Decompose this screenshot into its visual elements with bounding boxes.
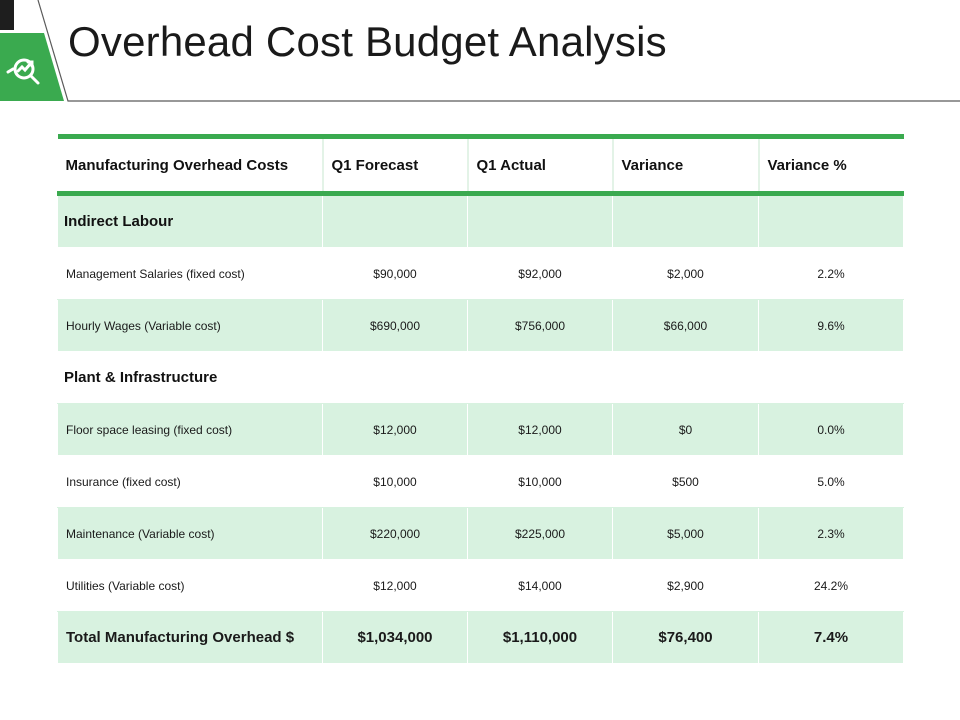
- forecast-cell: $690,000: [323, 300, 468, 352]
- variance-cell: $2,000: [613, 248, 759, 300]
- page-title: Overhead Cost Budget Analysis: [68, 18, 667, 65]
- cost-name: Insurance (fixed cost): [58, 456, 323, 508]
- variance-cell: $5,000: [613, 508, 759, 560]
- header-icon-tab: [0, 33, 64, 101]
- table-row: [58, 248, 904, 300]
- actual-cell: $14,000: [468, 560, 613, 612]
- cost-name: Hourly Wages (Variable cost): [58, 300, 323, 352]
- forecast-cell: $10,000: [323, 456, 468, 508]
- forecast-cell: $220,000: [323, 508, 468, 560]
- table-row: [58, 456, 904, 508]
- table-row: [58, 404, 904, 456]
- forecast-cell: $12,000: [323, 560, 468, 612]
- variance-cell: $0: [613, 404, 759, 456]
- forecast-cell: $90,000: [323, 248, 468, 300]
- variance-pct-cell: 2.3%: [759, 508, 904, 560]
- section-row: [58, 194, 904, 248]
- actual-cell: $10,000: [468, 456, 613, 508]
- section-label: Indirect Labour: [58, 194, 323, 248]
- variance-pct-cell: 5.0%: [759, 456, 904, 508]
- section-label: Plant & Infrastructure: [58, 352, 323, 404]
- table-row: [58, 560, 904, 612]
- actual-cell: $12,000: [468, 404, 613, 456]
- cost-name: Floor space leasing (fixed cost): [58, 404, 323, 456]
- table-row: [58, 508, 904, 560]
- forecast-cell: $12,000: [323, 404, 468, 456]
- cost-name: Maintenance (Variable cost): [58, 508, 323, 560]
- variance-cell: $66,000: [613, 300, 759, 352]
- total-forecast-cell: $1,034,000: [323, 612, 468, 664]
- column-header: Q1 Forecast: [323, 137, 468, 194]
- actual-cell: $225,000: [468, 508, 613, 560]
- actual-cell: $92,000: [468, 248, 613, 300]
- total-row: [58, 612, 904, 664]
- total-label: Total Manufacturing Overhead $: [58, 612, 323, 664]
- variance-cell: $500: [613, 456, 759, 508]
- section-row: [58, 352, 904, 404]
- cost-name: Management Salaries (fixed cost): [58, 248, 323, 300]
- total-variance-pct-cell: 7.4%: [759, 612, 904, 664]
- table-header-row: [58, 137, 904, 194]
- actual-cell: $756,000: [468, 300, 613, 352]
- total-variance-cell: $76,400: [613, 612, 759, 664]
- column-header: Variance: [613, 137, 759, 194]
- variance-pct-cell: 9.6%: [759, 300, 904, 352]
- column-header: Manufacturing Overhead Costs: [58, 137, 323, 194]
- variance-pct-cell: 0.0%: [759, 404, 904, 456]
- table-row: [58, 300, 904, 352]
- total-actual-cell: $1,110,000: [468, 612, 613, 664]
- column-header: Variance %: [759, 137, 904, 194]
- variance-pct-cell: 24.2%: [759, 560, 904, 612]
- variance-pct-cell: 2.2%: [759, 248, 904, 300]
- cost-name: Utilities (Variable cost): [58, 560, 323, 612]
- column-header: Q1 Actual: [468, 137, 613, 194]
- variance-cell: $2,900: [613, 560, 759, 612]
- overhead-budget-table: [57, 134, 904, 664]
